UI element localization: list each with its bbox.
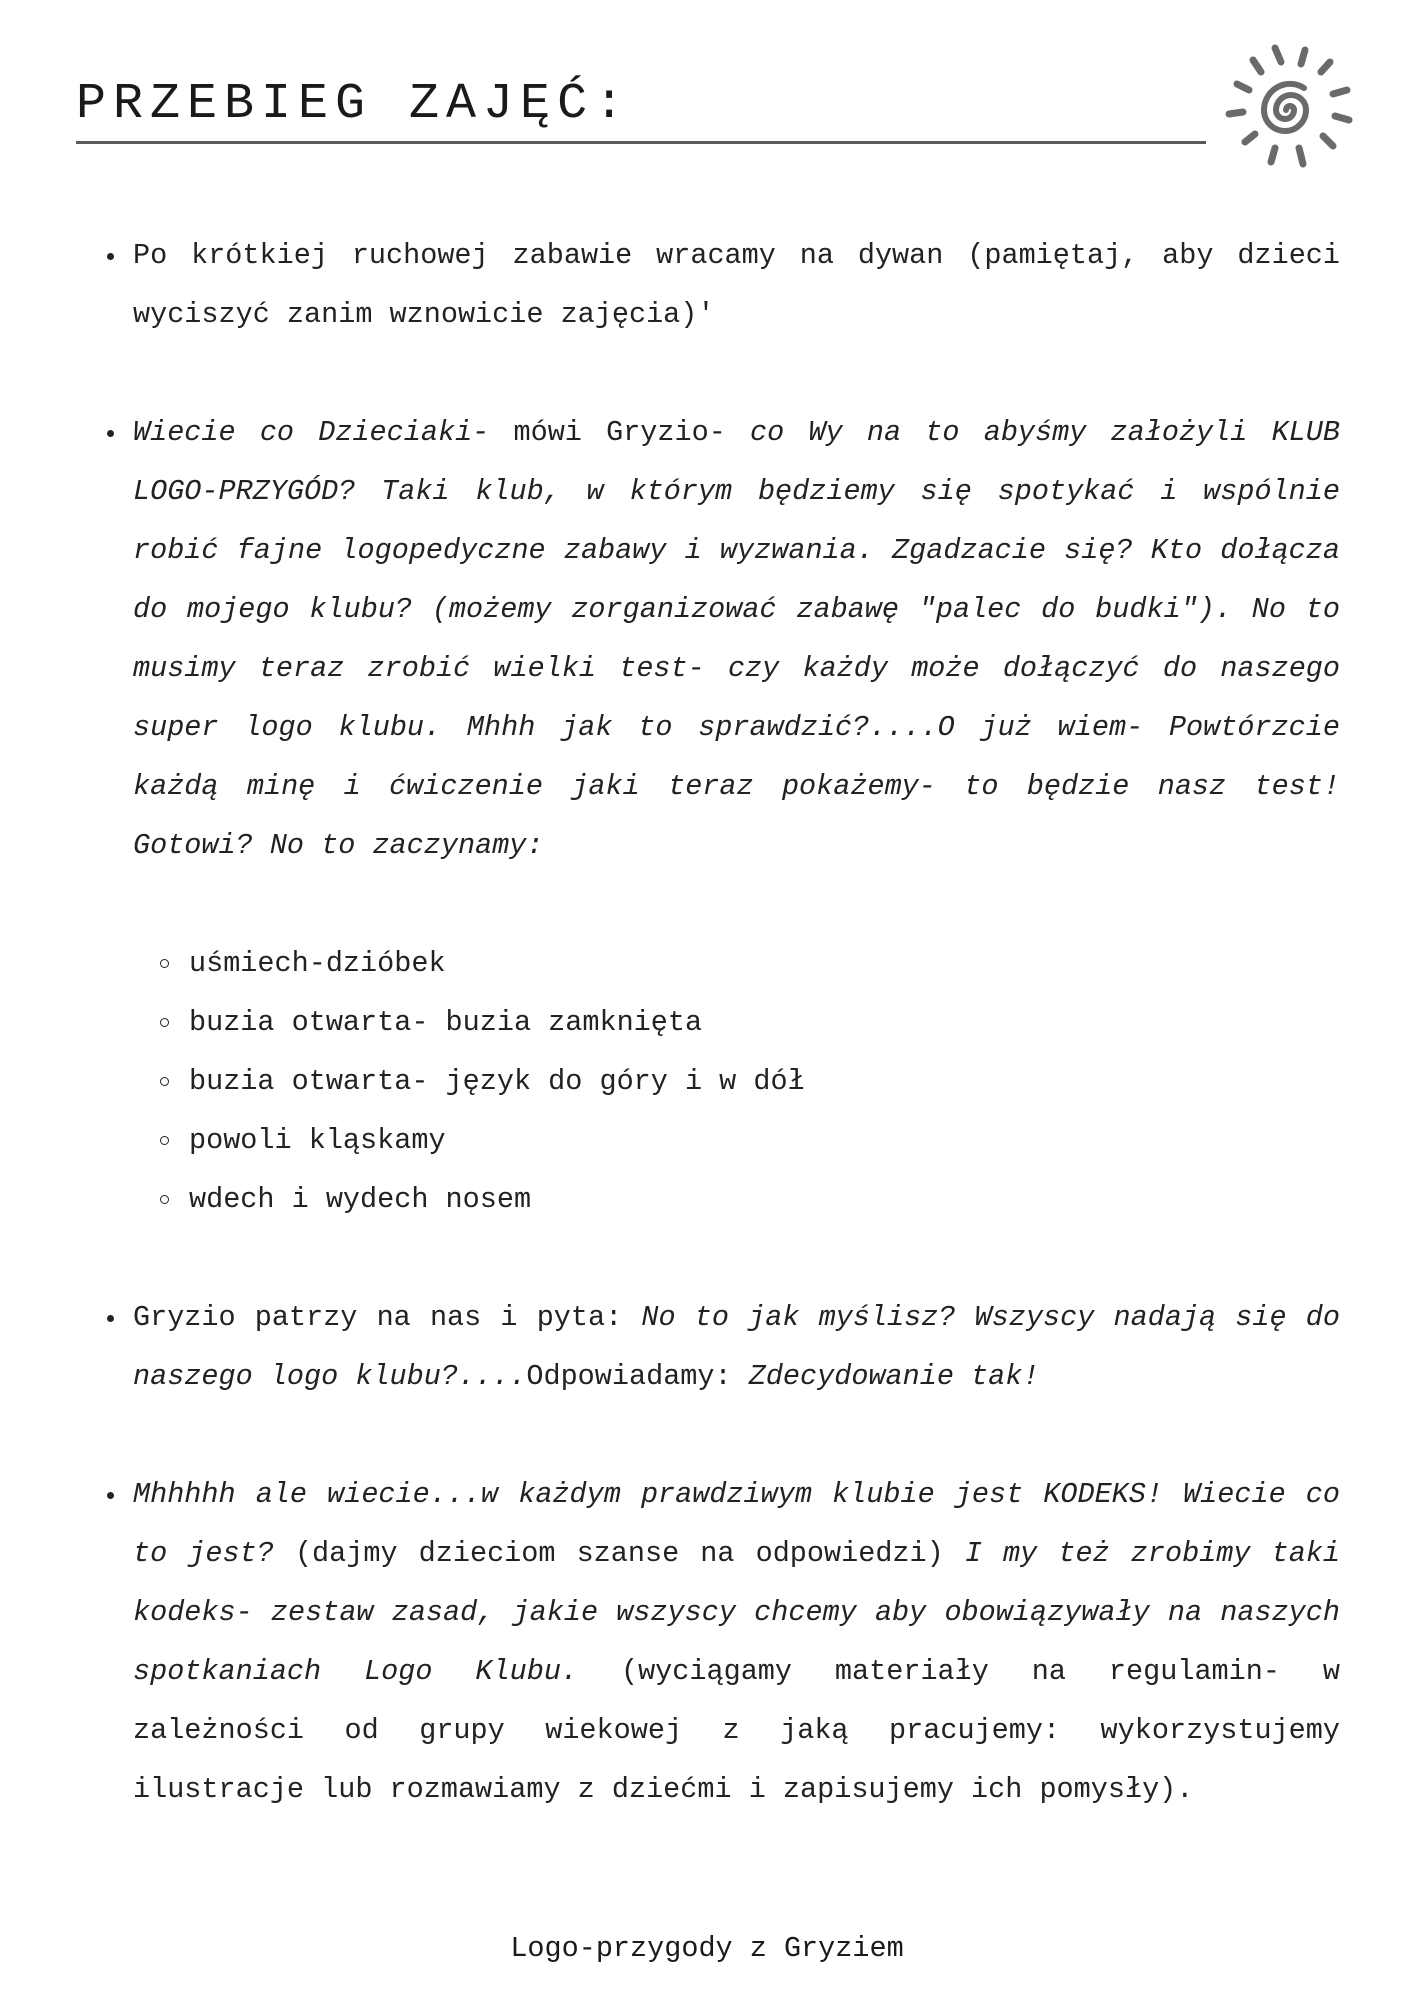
exercise-item: powoli kląskamy — [156, 1111, 1340, 1170]
lesson-step — [100, 226, 1340, 344]
step-text-italic: Mhhhhh ale wiecie...w każdym prawdziwym klubie jest KODEKS! Wiecie co to jest? — [133, 1478, 1340, 1570]
sun-ray — [1299, 148, 1303, 164]
exercise-list — [133, 934, 1340, 1229]
sun-ray — [1321, 62, 1330, 72]
page-title: PRZEBIEG ZAJĘĆ: — [76, 76, 632, 133]
step-text-italic: co Wy na to abyśmy założyli KLUB LOGO-PRZYGÓD? Taki klub, w którym będziemy się spotykać i wspólnie robić fajne logopedyczne zabawy i wyzwania. Zgadzacie się? Kto dołącza do mojego klubu? (możemy zorganizować zabawę "palec do budki"). No to musimy teraz zrobić wielki test- czy każdy może dołączyć do naszego super logo klubu. Mhhh jak to sprawdzić?....O już wiem- Powtórzcie każdą minę i ćwiczenie jaki teraz pokażemy- to będzie nasz test! Gotowi? No to zaczynamy: — [133, 416, 1340, 862]
step-text-italic: Zdecydowanie tak! — [748, 1360, 1040, 1393]
page-footer: Logo-przygody z Gryziem — [510, 1932, 904, 1965]
step-text: Odpowiadamy: — [526, 1360, 749, 1393]
step-text: Po krótkiej ruchowej zabawie wracamy na dywan (pamiętaj, aby dzieci wyciszyć zanim wznowicie zajęcia)' — [133, 239, 1340, 331]
title-divider — [76, 141, 1206, 144]
step-text: (dajmy dzieciom szanse na odpowiedzi) — [294, 1537, 965, 1570]
lesson-steps-list — [100, 226, 1340, 1819]
exercise-item: uśmiech-dzióbek — [156, 934, 1340, 993]
step-text-italic: No to jak myślisz? Wszyscy nadają się do naszego logo klubu?.... — [133, 1301, 1340, 1393]
exercise-item: wdech i wydech nosem — [156, 1170, 1340, 1229]
sun-ray — [1301, 50, 1305, 64]
sun-ray — [1333, 90, 1347, 94]
sun-ray — [1323, 136, 1333, 146]
sun-ray — [1229, 112, 1243, 114]
sun-ray — [1237, 84, 1249, 90]
sun-spiral-icon — [1215, 40, 1365, 175]
lesson-step — [100, 1288, 1340, 1406]
sun-spiral-path — [1264, 84, 1306, 131]
sun-ray — [1275, 48, 1281, 62]
exercise-item: buzia otwarta- język do góry i w dół — [156, 1052, 1340, 1111]
lesson-step — [100, 403, 1340, 1229]
sun-ray — [1271, 148, 1275, 162]
lesson-content — [100, 226, 1340, 1819]
lesson-step — [100, 1465, 1340, 1819]
step-text: (wyciągamy materiały na regulamin- w zależności od grupy wiekowej z jaką pracujemy: wykorzystujemy ilustracje lub rozmawiamy z dziećmi i zapisujemy ich pomysły). — [133, 1655, 1340, 1806]
step-text-italic: Wiecie co Dzieciaki- — [133, 416, 514, 449]
step-text: Gryzio patrzy na nas i pyta: — [133, 1301, 642, 1334]
step-text: mówi Gryzio- — [513, 416, 751, 449]
sun-ray — [1335, 116, 1349, 120]
step-text-italic: I my też zrobimy taki kodeks- zestaw zasad, jakie wszyscy chcemy aby obowiązywały na naszych spotkaniach Logo Klubu. — [133, 1537, 1340, 1688]
sun-ray — [1245, 134, 1255, 142]
sun-ray — [1253, 60, 1261, 72]
header — [76, 70, 1206, 140]
exercise-item: buzia otwarta- buzia zamknięta — [156, 993, 1340, 1052]
